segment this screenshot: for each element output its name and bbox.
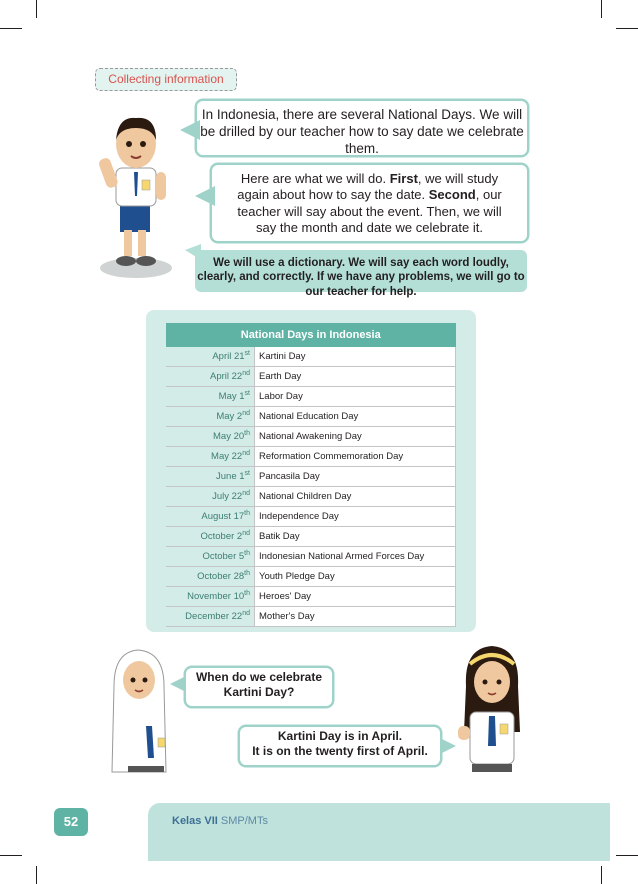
ordinal-suffix: th — [244, 550, 250, 558]
question-line: Kartini Day? — [223, 685, 295, 699]
section-tag: Collecting information — [95, 68, 237, 91]
date-text: August 17 — [201, 511, 245, 523]
girl-student-illustration — [458, 642, 526, 774]
bubble-tail — [180, 120, 200, 140]
crop-mark — [601, 0, 602, 18]
footer-band — [148, 803, 610, 861]
event-cell: National Children Day — [255, 487, 456, 507]
school-label: SMP/MTs — [217, 815, 268, 827]
date-cell — [166, 447, 255, 467]
ordinal-suffix: th — [244, 590, 250, 598]
date-cell — [166, 387, 255, 407]
event-cell: National Awakening Day — [255, 427, 456, 447]
date-cell — [166, 547, 255, 567]
ordinal-suffix: nd — [242, 410, 250, 418]
ordinal-suffix: nd — [242, 490, 250, 498]
date-text: July 22 — [212, 491, 243, 503]
date-cell — [166, 427, 255, 447]
bubble-tail — [440, 738, 456, 754]
date-text: April 21 — [212, 351, 245, 363]
event-cell: Kartini Day — [255, 347, 456, 367]
crop-mark — [36, 0, 37, 18]
date-cell — [166, 407, 255, 427]
event-cell: Batik Day — [255, 527, 456, 547]
date-text: October 2 — [200, 531, 243, 543]
date-cell — [166, 487, 255, 507]
table-row — [166, 547, 456, 567]
table-body — [166, 347, 456, 627]
event-cell: Heroes' Day — [255, 587, 456, 607]
date-text: April 22 — [209, 371, 243, 383]
speech-bubble-dictionary — [195, 250, 527, 298]
question-bubble — [186, 668, 332, 706]
bubble-tail — [170, 676, 186, 692]
page-number: 52 — [54, 808, 88, 836]
ordinal-suffix: th — [244, 570, 250, 578]
dictionary-text: We will use a dictionary. We will say each word loudly, clearly, and correctly. If we have any problems, we will go to our teacher for help. — [197, 257, 525, 298]
date-cell — [166, 367, 255, 387]
crop-mark — [36, 866, 37, 884]
date-text: May 22 — [211, 451, 243, 463]
crop-mark — [616, 28, 638, 29]
date-text: October 5 — [202, 551, 245, 563]
event-cell: Labor Day — [255, 387, 456, 407]
date-text: May 1 — [218, 391, 245, 403]
date-cell — [166, 607, 255, 627]
date-text: June 1 — [216, 471, 245, 483]
plan-text: , we will study again about how to say the date. — [237, 171, 499, 203]
crop-mark — [616, 855, 638, 856]
table-row — [166, 407, 456, 427]
plan-second-word: Second — [428, 187, 476, 203]
ordinal-suffix: nd — [242, 610, 250, 618]
date-cell — [166, 527, 255, 547]
event-cell: National Education Day — [255, 407, 456, 427]
date-text: May 20 — [213, 431, 245, 443]
table-row — [166, 487, 456, 507]
intro-text: In Indonesia, there are several National Days. We will be drilled by our teacher how to say date we celebrate them. — [200, 107, 524, 156]
hijab-girl-illustration — [108, 646, 170, 774]
event-cell: Pancasila Day — [255, 467, 456, 487]
table-row — [166, 387, 456, 407]
class-label: Kelas VII — [172, 815, 218, 827]
speech-bubble-intro — [197, 101, 527, 155]
plan-text: , our teacher will say about the event. Then, we will say the month and date we celebrate it. — [237, 187, 502, 235]
date-cell — [166, 587, 255, 607]
table-row — [166, 507, 456, 527]
date-text: May 2 — [216, 411, 243, 423]
bubble-tail — [185, 244, 201, 260]
plan-text: Here are what we will do. — [240, 171, 390, 186]
ordinal-suffix: th — [244, 430, 250, 438]
event-cell: Reformation Commemoration Day — [255, 447, 456, 467]
national-days-table — [166, 323, 456, 627]
date-cell — [166, 507, 255, 527]
date-cell — [166, 467, 255, 487]
plan-first-word: First — [389, 171, 418, 186]
event-cell: Mother's Day — [255, 607, 456, 627]
question-line: When do we celebrate — [195, 670, 323, 684]
table-row — [166, 447, 456, 467]
footer-text — [172, 815, 268, 827]
event-cell: Earth Day — [255, 367, 456, 387]
ordinal-suffix: nd — [242, 370, 250, 378]
table-row — [166, 567, 456, 587]
crop-mark — [0, 28, 22, 29]
table-row — [166, 467, 456, 487]
event-cell: Youth Pledge Day — [255, 567, 456, 587]
table-row — [166, 427, 456, 447]
date-text: October 28 — [197, 571, 245, 583]
table-row — [166, 367, 456, 387]
date-cell — [166, 347, 255, 367]
ordinal-suffix: nd — [242, 530, 250, 538]
table-row — [166, 607, 456, 627]
date-text: November 10 — [187, 591, 245, 603]
table-row — [166, 587, 456, 607]
boy-student-illustration — [96, 106, 176, 282]
event-cell: Indonesian National Armed Forces Day — [255, 547, 456, 567]
event-cell: Independence Day — [255, 507, 456, 527]
table-title: National Days in Indonesia — [166, 323, 456, 347]
table-row — [166, 527, 456, 547]
date-cell — [166, 567, 255, 587]
crop-mark — [601, 866, 602, 884]
answer-line: Kartini Day is in April. — [277, 729, 403, 743]
speech-bubble-plan — [212, 165, 527, 241]
table-row — [166, 347, 456, 367]
answer-bubble — [240, 727, 440, 765]
crop-mark — [0, 855, 22, 856]
date-text: December 22 — [185, 611, 243, 623]
ordinal-suffix: st — [244, 390, 250, 398]
ordinal-suffix: st — [244, 470, 250, 478]
bubble-tail — [195, 186, 215, 206]
ordinal-suffix: st — [244, 350, 250, 358]
ordinal-suffix: th — [244, 510, 250, 518]
ordinal-suffix: nd — [242, 450, 250, 458]
answer-line: It is on the twenty first of April. — [252, 744, 428, 758]
